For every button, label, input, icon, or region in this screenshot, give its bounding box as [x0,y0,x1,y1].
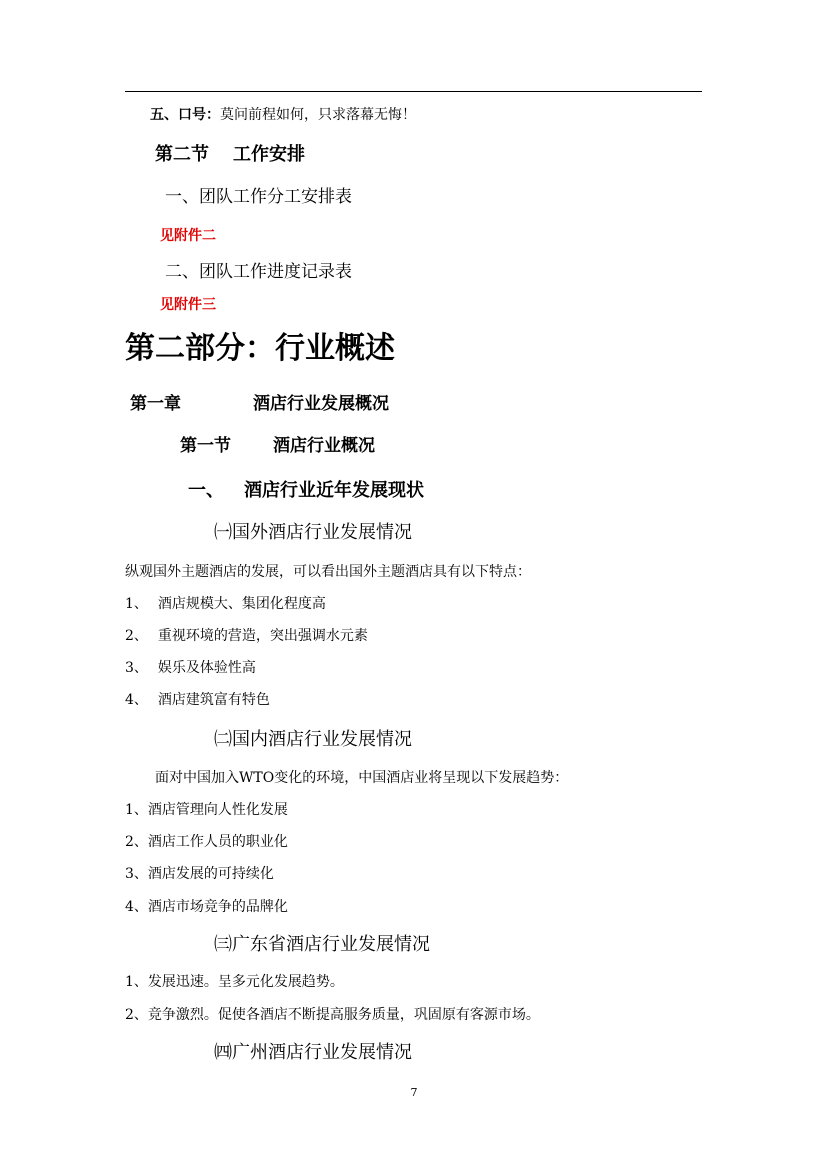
section-number: 第二节 [155,144,209,165]
list-item: 2、竞争激烈。促使各酒店不断提高服务质量，巩固原有客源市场。 [125,1007,540,1023]
list-item: 1、 酒店规模大、集团化程度高 [125,596,326,612]
chapter-heading [130,396,389,413]
section-heading-work-arrangement [155,146,305,164]
slogan-label: 五、口号： [150,107,220,123]
appendix-ref-3[interactable]: 见附件三 [160,297,216,313]
list-item: 4、 酒店建筑富有特色 [125,692,270,708]
foreign-intro: 纵观国外主题酒店的发展，可以看出国外主题酒店具有以下特点： [125,564,531,580]
chapter-number: 第一章 [130,394,181,414]
item-team-division-table: 一、团队工作分工安排表 [165,187,352,207]
section-title: 工作安排 [233,144,305,165]
foreign-heading: ㈠国外酒店行业发展情况 [214,522,412,543]
subsection-title: 酒店行业近年发展现状 [244,480,424,501]
slogan-text: 莫问前程如何，只求落幕无悔！ [220,107,416,123]
part-title: 第二部分：行业概述 [125,331,395,366]
header-rule [125,91,702,92]
guangdong-heading: ㈢广东省酒店行业发展情况 [214,934,430,955]
domestic-intro: 面对中国加入WTO变化的环境，中国酒店业将呈现以下发展趋势： [155,770,569,786]
subsection-heading [188,482,424,500]
list-item: 4、酒店市场竞争的品牌化 [125,899,288,915]
section-heading-industry-overview [180,438,375,455]
list-item: 1、酒店管理向人性化发展 [125,802,288,818]
list-item: 2、酒店工作人员的职业化 [125,834,288,850]
section-title: 酒店行业概况 [273,436,375,456]
appendix-ref-2[interactable]: 见附件二 [160,228,216,244]
item-team-progress-table: 二、团队工作进度记录表 [165,262,352,282]
list-item: 3、 娱乐及体验性高 [125,660,256,676]
list-item: 3、酒店发展的可持续化 [125,866,274,882]
guangzhou-heading: ㈣广州酒店行业发展情况 [214,1042,412,1063]
subsection-number: 一、 [188,480,224,501]
domestic-heading: ㈡国内酒店行业发展情况 [214,729,412,750]
list-item: 1、发展迅速。呈多元化发展趋势。 [125,974,344,990]
page-number: 7 [410,1086,418,1099]
chapter-title: 酒店行业发展概况 [253,394,389,414]
slogan-line [150,108,416,122]
section-number: 第一节 [180,436,231,456]
list-item: 2、 重视环境的营造，突出强调水元素 [125,628,368,644]
